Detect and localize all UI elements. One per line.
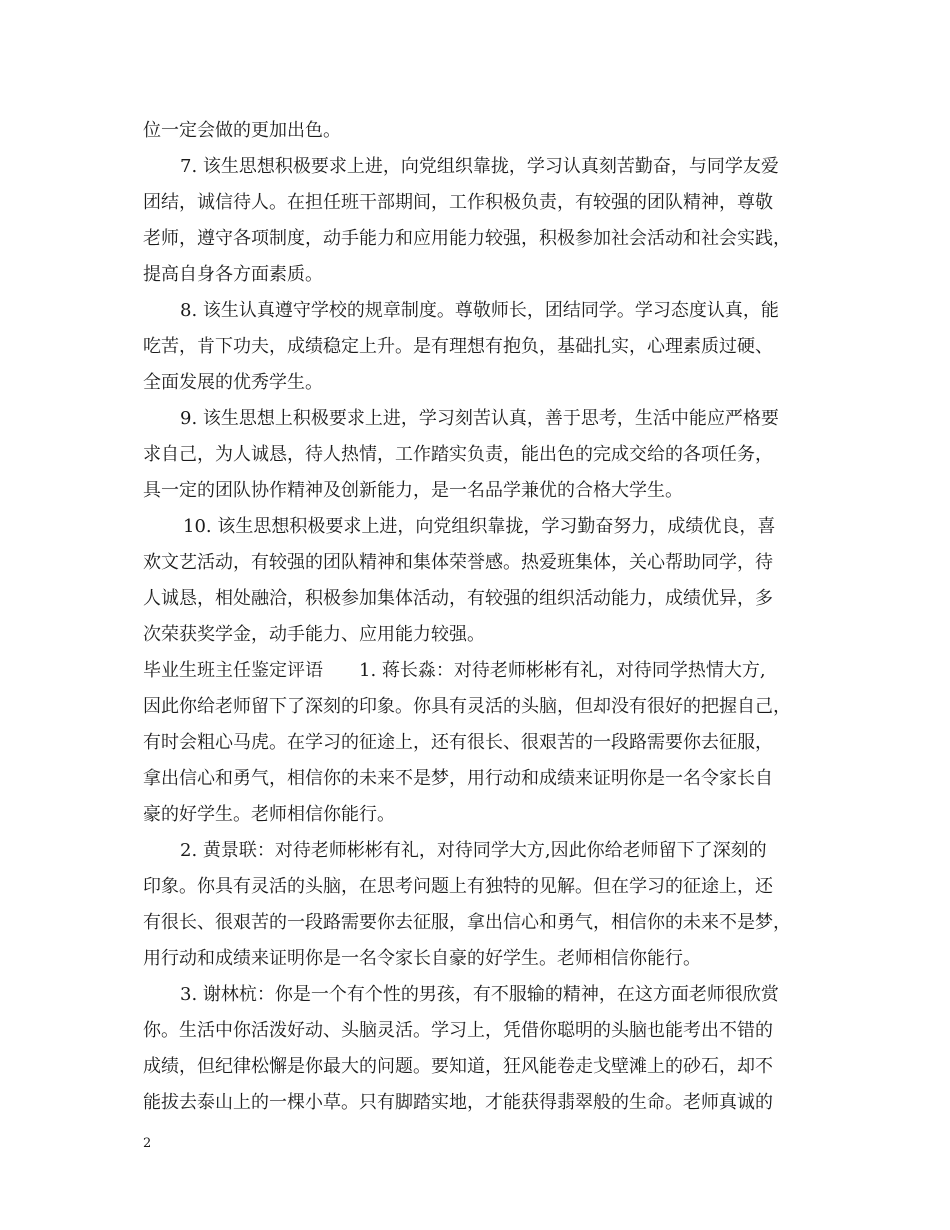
- text-line: 2. 黄景联：对待老师彬彬有礼，对待同学大方,因此你给老师留下了深刻的: [180, 840, 767, 861]
- text-line: 人诚恳，相处融洽，积极参加集体活动，有较强的组织活动能力，成绩优异，多: [143, 588, 773, 609]
- text-line: 9. 该生思想上积极要求上进，学习刻苦认真，善于思考，生活中能应严格要: [180, 408, 779, 429]
- text-line: 成绩，但纪律松懈是你最大的问题。要知道，狂风能卷走戈壁滩上的砂石，却不: [143, 1056, 773, 1077]
- text-line: 3. 谢林杭：你是一个有个性的男孩，有不服输的精神，在这方面老师很欣赏: [180, 984, 779, 1005]
- page-number: 2: [143, 1136, 152, 1151]
- text-line: 7. 该生思想积极要求上进，向党组织靠拢，学习认真刻苦勤奋，与同学友爱: [180, 156, 779, 177]
- text-line: 全面发展的优秀学生。: [143, 372, 323, 393]
- text-line: 提高自身各方面素质。: [143, 264, 323, 285]
- text-line: 求自己，为人诚恳，待人热情，工作踏实负责，能出色的完成交给的各项任务，: [143, 444, 773, 465]
- text-line: 拿出信心和勇气，相信你的未来不是梦，用行动和成绩来证明你是一名令家长自: [143, 768, 773, 789]
- text-line: 有时会粗心马虎。在学习的征途上，还有很长、很艰苦的一段路需要你去征服，: [143, 732, 773, 753]
- text-line: 团结，诚信待人。在担任班干部期间，工作积极负责，有较强的团队精神，尊敬: [143, 192, 773, 213]
- text-line: 吃苦，肯下功夫，成绩稳定上升。是有理想有抱负，基础扎实，心理素质过硬、: [143, 336, 773, 357]
- section-heading-line: [143, 653, 818, 689]
- text-line: 1. 蒋长淼：对待老师彬彬有礼，对待同学热情大方,: [359, 660, 766, 681]
- text-line: 老师，遵守各项制度，动手能力和应用能力较强，积极参加社会活动和社会实践，: [143, 228, 791, 249]
- text-line: 具一定的团队协作精神及创新能力，是一名品学兼优的合格大学生。: [143, 480, 683, 501]
- text-line: 能拔去泰山上的一棵小草。只有脚踏实地，才能获得翡翠般的生命。老师真诚的: [143, 1092, 773, 1113]
- document-body: [143, 113, 818, 1121]
- text-line: 欢文艺活动，有较强的团队精神和集体荣誉感。热爱班集体，关心帮助同学，待: [143, 552, 773, 573]
- text-line: 印象。你具有灵活的头脑，在思考问题上有独特的见解。但在学习的征途上，还: [143, 876, 773, 897]
- text-line: 8. 该生认真遵守学校的规章制度。尊敬师长，团结同学。学习态度认真，能: [180, 300, 779, 321]
- text-line: 因此你给老师留下了深刻的印象。你具有灵活的头脑，但却没有很好的把握自己，: [143, 696, 791, 717]
- text-line: 豪的好学生。老师相信你能行。: [143, 804, 395, 825]
- text-line: 你。生活中你活泼好动、头脑灵活。学习上，凭借你聪明的头脑也能考出不错的: [143, 1020, 773, 1041]
- text-line: 10. 该生思想积极要求上进，向党组织靠拢，学习勤奋努力，成绩优良，喜: [183, 516, 776, 537]
- section-heading: 毕业生班主任鉴定评语: [143, 660, 323, 681]
- text-line: 用行动和成绩来证明你是一名令家长自豪的好学生。老师相信你能行。: [143, 948, 701, 969]
- text-line: 有很长、很艰苦的一段路需要你去征服，拿出信心和勇气，相信你的未来不是梦，: [143, 912, 791, 933]
- text-line: 次荣获奖学金，动手能力、应用能力较强。: [143, 624, 485, 645]
- text-line: 位一定会做的更加出色。: [143, 120, 341, 141]
